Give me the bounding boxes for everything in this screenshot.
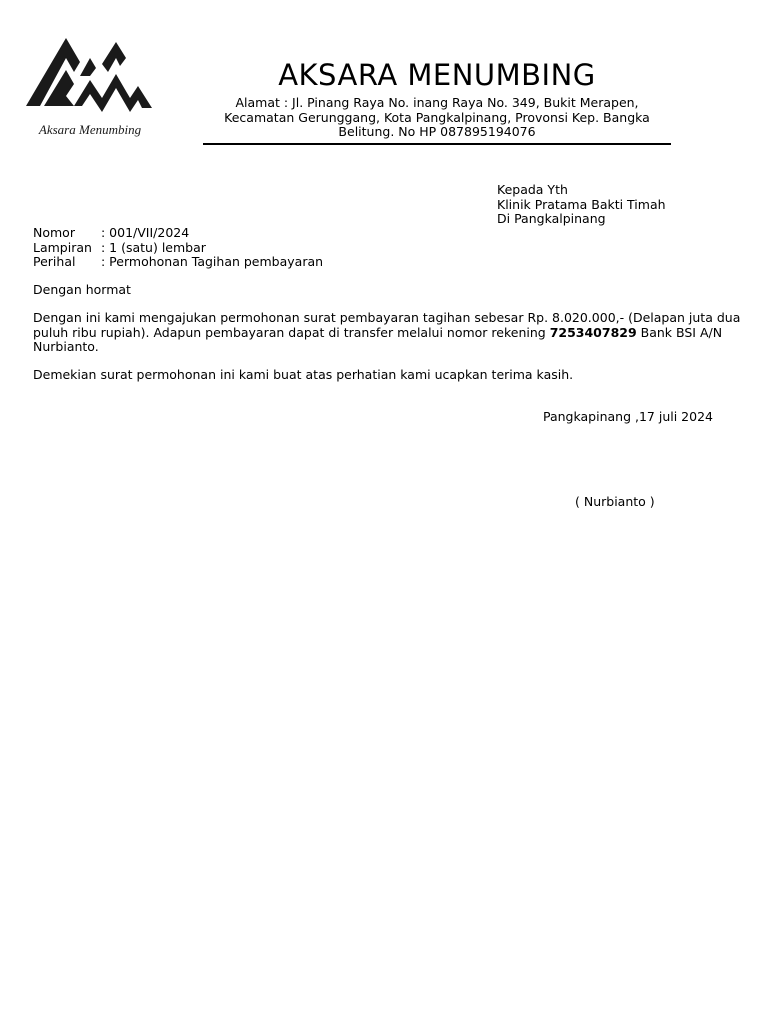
meta-lampiran-label: Lampiran [33,239,92,255]
meta-nomor [33,226,323,241]
meta-perihal-label: Perihal [33,254,76,269]
recipient-name: Klinik Pratama Bakti Timah [497,196,666,212]
meta-nomor-label: Nomor [33,225,75,240]
body-paragraph-1-end: Bank BSI A/N Nurbianto. [33,324,723,354]
meta-nomor-value: : 001/VII/2024 [101,225,190,240]
company-name: AKSARA MENUMBING [278,58,596,92]
meta-perihal [33,255,323,270]
recipient-location: Di Pangkalpinang [497,211,606,226]
meta-perihal-value: : Permohonan Tagihan pembayaran [101,254,324,269]
body-paragraph-1-start: Dengan ini kami mengajukan permohonan surat pembayaran tagihan sebesar Rp. 8.020.000,- (Delapan juta dua puluh ribu rupiah). Adapun pembayaran dapat di transfer melalui nomor rekening [33,310,741,340]
recipient-salutation: Kepada Yth [497,182,568,197]
meta-lampiran-value: : 1 (satu) lembar [101,239,206,255]
greeting: Dengan hormat [33,282,131,297]
recipient-block [497,183,666,227]
body-paragraph-2: Demekian surat permohonan ini kami buat atas perhatian kami ucapkan terima kasih. [33,367,574,382]
letter-meta [33,226,323,270]
signer-name: ( Nurbianto ) [575,494,655,509]
meta-lampiran [33,241,323,256]
account-number: 7253407829 [549,324,637,340]
company-address: Alamat : Jl. Pinang Raya No. inang Raya No. 349, Bukit Merapen, Kecamatan Gerunggang, Kota Pangkalpinang, Provonsi Kep. Bangka Belitung. No HP 087895194076 [224,95,650,139]
mountain-logo-icon [24,36,154,144]
body-paragraph-1 [33,311,745,355]
header-divider [203,143,671,145]
place-date: Pangkapinang ,17 juli 2024 [543,409,713,424]
company-logo [24,36,154,144]
svg-text:Aksara Menumbing: Aksara Menumbing [38,122,142,137]
